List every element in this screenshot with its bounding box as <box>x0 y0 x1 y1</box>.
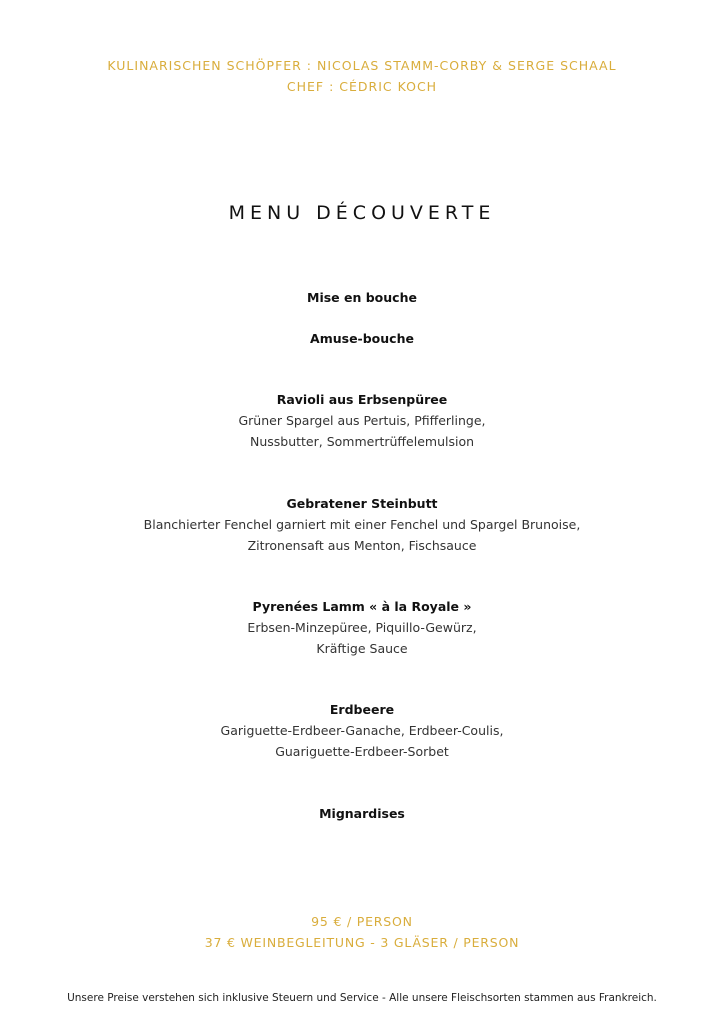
course-name: Gebratener Steinbutt <box>286 496 438 511</box>
footer-note: Unsere Preise verstehen sich inklusive Steuern und Service - Alle unsere Fleischsorten stammen aus Frankreich. <box>67 992 657 1004</box>
course-erdbeere <box>0 699 724 762</box>
course-steinbutt <box>0 493 724 556</box>
course-desc-line: Nussbutter, Sommertrüffelemulsion <box>249 434 475 449</box>
course-desc-line: Gariguette-Erdbeer-Ganache, Erdbeer-Coulis, <box>220 723 504 738</box>
course-ravioli <box>0 389 724 452</box>
course-lamm <box>0 596 724 659</box>
creators-line: KULINARISCHEN SCHÖPFER : NICOLAS STAMM-CORBY & SERGE SCHAAL <box>107 58 617 73</box>
header <box>0 55 724 97</box>
course-desc-line: Blanchierter Fenchel garniert mit einer Fenchel und Spargel Brunoise, <box>143 517 581 532</box>
pricing <box>0 911 724 953</box>
course-name: Erdbeere <box>329 702 395 717</box>
price-per-person: 95 € / PERSON <box>311 914 413 929</box>
course-name: Mise en bouche <box>307 290 417 305</box>
wine-pairing-price: 37 € WEINBEGLEITUNG - 3 GLÄSER / PERSON <box>204 935 520 950</box>
menu-title: MENU DÉCOUVERTE <box>228 202 496 224</box>
chef-line: CHEF : CÉDRIC KOCH <box>286 79 438 94</box>
course-desc-line: Grüner Spargel aus Pertuis, Pfifferlinge, <box>238 413 486 428</box>
course-desc-line: Kräftige Sauce <box>316 641 408 656</box>
course-name: Ravioli aus Erbsenpüree <box>276 392 448 407</box>
course-mise-en-bouche <box>0 287 724 308</box>
course-desc-line: Guariguette-Erdbeer-Sorbet <box>275 744 449 759</box>
course-amuse-bouche <box>0 328 724 349</box>
course-mignardises <box>0 803 724 824</box>
course-desc-line: Erbsen-Minzepüree, Piquillo-Gewürz, <box>247 620 477 635</box>
course-name: Pyrenées Lamm « à la Royale » <box>252 599 472 614</box>
course-name: Amuse-bouche <box>310 331 414 346</box>
course-desc-line: Zitronensaft aus Menton, Fischsauce <box>247 538 477 553</box>
course-name: Mignardises <box>319 806 405 821</box>
